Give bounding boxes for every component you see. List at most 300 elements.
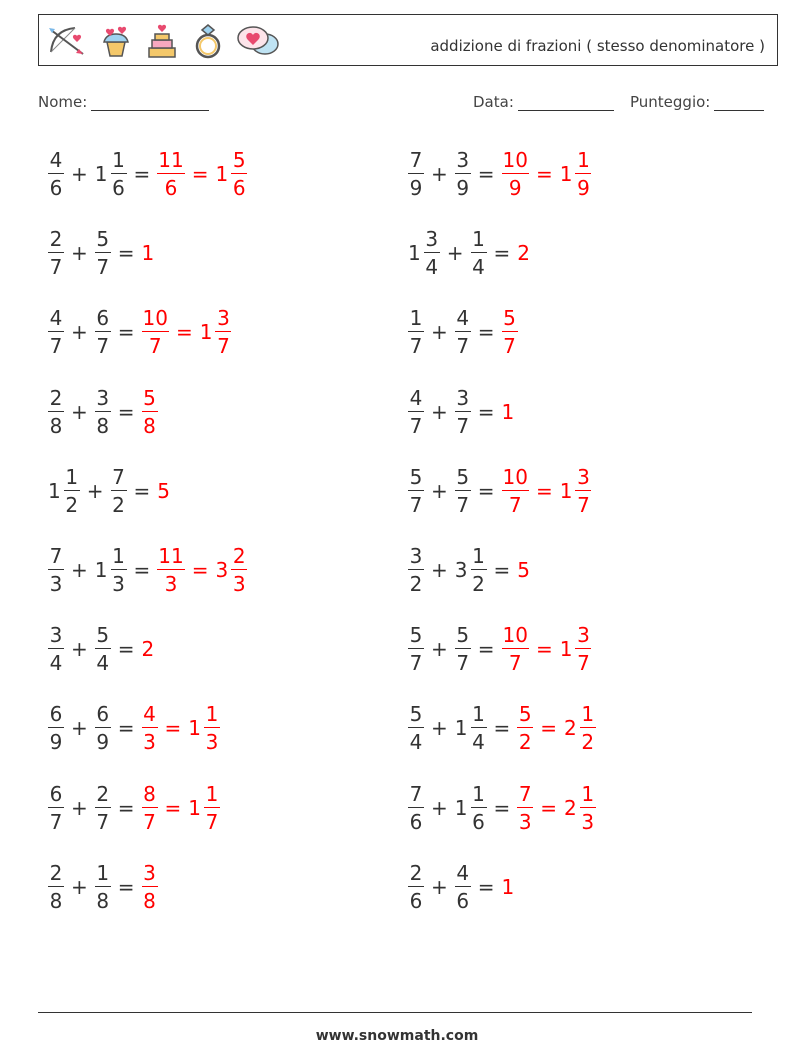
numerator: 10 xyxy=(502,623,528,648)
numerator: 5 xyxy=(96,227,110,252)
answer xyxy=(140,306,234,359)
denominator: 7 xyxy=(143,809,156,834)
fraction xyxy=(408,623,424,676)
fraction xyxy=(502,306,518,359)
plus-sign: + xyxy=(71,795,88,820)
equals-sign: = xyxy=(191,162,209,186)
numerator: 4 xyxy=(49,306,63,331)
equals-sign: = xyxy=(117,637,135,662)
answer xyxy=(500,875,516,899)
fraction xyxy=(408,306,424,359)
answer xyxy=(500,464,594,517)
equals-sign: = xyxy=(117,716,135,741)
denominator: 6 xyxy=(472,809,485,834)
fraction xyxy=(231,150,247,198)
numerator: 1 xyxy=(205,781,219,806)
denominator: 7 xyxy=(49,255,63,280)
fraction xyxy=(455,306,471,359)
answer xyxy=(500,306,520,359)
denominator: 7 xyxy=(456,413,470,438)
equals-sign: = xyxy=(117,241,135,266)
whole-number: 5 xyxy=(157,478,170,503)
numerator: 6 xyxy=(49,781,63,806)
answer xyxy=(140,385,160,438)
whole-number: 1 xyxy=(501,399,515,424)
numerator: 7 xyxy=(409,148,423,172)
fraction xyxy=(48,227,64,280)
answer xyxy=(500,400,516,424)
denominator: 3 xyxy=(518,809,532,834)
plus-sign: + xyxy=(431,874,448,899)
numerator: 6 xyxy=(96,702,110,727)
fraction xyxy=(215,306,231,359)
equals-sign: = xyxy=(493,558,511,582)
score-label: Punteggio: xyxy=(630,93,711,111)
numerator: 2 xyxy=(232,544,246,568)
numerator: 4 xyxy=(456,860,470,885)
equals-sign: = xyxy=(117,399,135,424)
numerator: 3 xyxy=(456,148,470,172)
equals-sign: = xyxy=(133,162,151,186)
numerator: 7 xyxy=(49,544,63,568)
numerator: 1 xyxy=(581,702,595,727)
fraction xyxy=(575,150,591,198)
equals-sign: = xyxy=(477,399,495,424)
whole-number: 2 xyxy=(564,795,577,820)
fraction xyxy=(95,227,111,280)
fraction xyxy=(575,464,591,517)
numerator: 5 xyxy=(409,623,423,648)
equals-sign: = xyxy=(117,795,135,820)
date-field xyxy=(473,93,614,111)
denominator: 8 xyxy=(49,888,63,913)
denominator: 4 xyxy=(49,651,63,676)
fraction xyxy=(517,781,533,834)
denominator: 2 xyxy=(65,492,79,517)
answer xyxy=(155,150,249,198)
equals-sign: = xyxy=(117,320,135,345)
equals-sign: = xyxy=(493,716,511,741)
denominator: 6 xyxy=(164,176,178,200)
numerator: 6 xyxy=(49,702,63,727)
answer xyxy=(140,702,223,755)
numerator: 2 xyxy=(96,781,110,806)
fraction xyxy=(424,227,440,280)
numerator: 5 xyxy=(232,148,246,172)
equals-sign: = xyxy=(175,320,193,345)
plus-sign: + xyxy=(71,558,88,582)
denominator: 7 xyxy=(456,492,470,517)
equals-sign: = xyxy=(477,874,495,899)
whole-number: 1 xyxy=(188,795,202,820)
denominator: 3 xyxy=(164,572,178,596)
numerator: 3 xyxy=(577,464,590,489)
name-blank[interactable] xyxy=(91,95,209,111)
denominator: 2 xyxy=(518,730,532,755)
answer xyxy=(155,546,249,594)
numerator: 3 xyxy=(143,860,156,885)
fraction xyxy=(502,623,529,676)
fraction xyxy=(142,860,158,913)
cupcake-icon xyxy=(97,22,135,60)
denominator: 8 xyxy=(143,413,156,438)
numerator: 2 xyxy=(49,385,63,410)
numerator: 1 xyxy=(96,860,110,885)
numerator: 5 xyxy=(518,702,532,727)
whole-number: 1 xyxy=(454,716,468,741)
fraction xyxy=(142,781,158,834)
name-field xyxy=(38,93,209,111)
numerator: 1 xyxy=(65,464,79,489)
denominator: 3 xyxy=(205,730,219,755)
plus-sign: + xyxy=(431,320,448,345)
denominator: 6 xyxy=(112,176,125,200)
date-blank[interactable] xyxy=(518,95,614,111)
denominator: 9 xyxy=(96,730,110,755)
plus-sign: + xyxy=(71,241,88,266)
fraction xyxy=(580,781,596,834)
denominator: 4 xyxy=(96,651,110,676)
whole-number: 1 xyxy=(141,241,155,266)
cake-icon xyxy=(143,22,181,60)
problem xyxy=(46,223,155,283)
denominator: 9 xyxy=(409,176,423,200)
denominator: 3 xyxy=(232,572,246,596)
problem xyxy=(406,540,531,600)
problem xyxy=(46,382,160,442)
fraction xyxy=(48,385,64,438)
ring-icon xyxy=(189,22,227,60)
fraction xyxy=(408,150,424,198)
whole-number: 1 xyxy=(199,320,213,345)
denominator: 2 xyxy=(472,572,485,596)
numerator: 4 xyxy=(49,148,63,172)
denominator: 3 xyxy=(581,809,595,834)
denominator: 7 xyxy=(508,651,522,676)
denominator: 7 xyxy=(217,334,230,359)
denominator: 2 xyxy=(112,492,125,517)
denominator: 3 xyxy=(143,730,156,755)
denominator: 7 xyxy=(96,809,110,834)
equals-sign: = xyxy=(164,716,182,741)
numerator: 5 xyxy=(456,623,470,648)
fraction xyxy=(455,150,471,198)
whole-number: 1 xyxy=(48,478,61,503)
fraction xyxy=(204,781,220,834)
equals-sign: = xyxy=(477,637,495,662)
score-blank[interactable] xyxy=(714,95,764,111)
denominator: 7 xyxy=(49,334,63,359)
equals-sign: = xyxy=(493,241,511,266)
fraction xyxy=(95,702,111,755)
fraction xyxy=(142,702,158,755)
whole-number: 1 xyxy=(454,795,468,820)
whole-number: 1 xyxy=(559,637,573,662)
numerator: 2 xyxy=(409,860,423,885)
fraction xyxy=(580,702,596,755)
fraction xyxy=(231,546,247,594)
problem xyxy=(46,461,171,521)
fraction xyxy=(142,385,158,438)
fraction xyxy=(48,623,64,676)
numerator: 5 xyxy=(143,385,156,410)
denominator: 7 xyxy=(456,334,470,359)
numerator: 4 xyxy=(143,702,156,727)
numerator: 3 xyxy=(577,623,590,648)
equals-sign: = xyxy=(477,478,495,503)
whole-number: 1 xyxy=(501,874,515,899)
numerator: 6 xyxy=(96,306,110,331)
header-icons xyxy=(45,21,281,61)
denominator: 7 xyxy=(508,492,522,517)
denominator: 6 xyxy=(409,888,423,913)
fraction xyxy=(471,227,487,280)
fraction xyxy=(95,306,111,359)
denominator: 7 xyxy=(96,334,110,359)
problem xyxy=(406,857,515,917)
problem xyxy=(46,144,249,204)
footer-divider xyxy=(38,1012,752,1013)
fraction xyxy=(408,781,424,834)
fraction xyxy=(408,860,424,913)
whole-number: 3 xyxy=(454,558,468,582)
equals-sign: = xyxy=(535,162,553,186)
numerator: 3 xyxy=(96,385,110,410)
numerator: 1 xyxy=(409,306,423,331)
fraction xyxy=(455,860,471,913)
denominator: 7 xyxy=(503,334,516,359)
plus-sign: + xyxy=(431,637,448,662)
numerator: 3 xyxy=(217,306,230,331)
equals-sign: = xyxy=(535,637,553,662)
fraction xyxy=(455,623,471,676)
fraction xyxy=(111,464,127,517)
fraction xyxy=(48,702,64,755)
name-label: Nome: xyxy=(38,93,88,111)
problem xyxy=(406,382,515,442)
fraction xyxy=(408,546,424,594)
numerator: 3 xyxy=(425,227,439,252)
equals-sign: = xyxy=(133,478,151,503)
whole-number: 1 xyxy=(559,478,573,503)
problem xyxy=(46,540,249,600)
denominator: 6 xyxy=(232,176,246,200)
denominator: 4 xyxy=(472,255,485,280)
answer xyxy=(500,623,594,676)
plus-sign: + xyxy=(86,478,104,503)
equals-sign: = xyxy=(133,558,151,582)
whole-number: 2 xyxy=(517,241,530,266)
numerator: 1 xyxy=(577,148,590,172)
fraction xyxy=(95,860,111,913)
denominator: 6 xyxy=(456,888,470,913)
answer xyxy=(500,150,594,198)
fraction xyxy=(471,702,487,755)
answer xyxy=(515,241,531,265)
plus-sign: + xyxy=(431,399,448,424)
fraction xyxy=(471,781,487,834)
numerator: 7 xyxy=(112,464,125,489)
numerator: 3 xyxy=(409,544,423,568)
problem xyxy=(406,619,593,679)
numerator: 10 xyxy=(142,306,168,331)
denominator: 9 xyxy=(456,176,470,200)
fraction xyxy=(48,546,64,594)
whole-number: 1 xyxy=(408,241,421,266)
fraction xyxy=(95,385,111,438)
numerator: 3 xyxy=(49,623,63,648)
problem xyxy=(406,778,598,838)
numerator: 1 xyxy=(472,544,485,568)
fraction xyxy=(575,623,591,676)
fraction xyxy=(408,385,424,438)
numerator: 7 xyxy=(518,781,532,806)
bow-arrow-icon xyxy=(45,22,89,60)
numerator: 11 xyxy=(158,544,184,568)
whole-number: 1 xyxy=(215,162,229,186)
footer-site: www.snowmath.com xyxy=(315,1028,479,1044)
problem xyxy=(46,698,222,758)
fraction xyxy=(95,623,111,676)
fraction xyxy=(502,150,529,198)
plus-sign: + xyxy=(431,558,448,582)
denominator: 9 xyxy=(577,176,590,200)
answer xyxy=(140,781,223,834)
denominator: 7 xyxy=(409,334,423,359)
numerator: 5 xyxy=(456,464,470,489)
plus-sign: + xyxy=(71,874,88,899)
fraction xyxy=(111,546,127,594)
numerator: 1 xyxy=(472,781,485,806)
numerator: 5 xyxy=(409,464,423,489)
answer xyxy=(515,781,598,834)
equals-sign: = xyxy=(164,795,182,820)
fraction xyxy=(204,702,220,755)
numerator: 7 xyxy=(409,781,423,806)
plus-sign: + xyxy=(71,320,88,345)
fraction xyxy=(471,546,487,594)
problem xyxy=(406,461,593,521)
whole-number: 1 xyxy=(94,558,108,582)
denominator: 8 xyxy=(96,413,110,438)
answer xyxy=(155,479,171,503)
problem xyxy=(406,302,520,362)
worksheet-title: addizione di frazioni ( stesso denominatore ) xyxy=(430,37,765,55)
numerator: 5 xyxy=(503,306,516,331)
denominator: 7 xyxy=(409,413,423,438)
answer xyxy=(515,702,598,755)
numerator: 10 xyxy=(502,148,528,172)
denominator: 7 xyxy=(409,651,423,676)
fraction xyxy=(502,464,529,517)
denominator: 7 xyxy=(577,492,590,517)
speech-heart-icon xyxy=(235,22,281,60)
plus-sign: + xyxy=(446,241,464,266)
fraction xyxy=(408,702,424,755)
worksheet-header xyxy=(38,14,778,66)
denominator: 7 xyxy=(577,651,590,676)
numerator: 10 xyxy=(502,464,528,489)
whole-number: 5 xyxy=(517,558,530,582)
fraction xyxy=(111,150,127,198)
equals-sign: = xyxy=(191,558,209,582)
equals-sign: = xyxy=(535,478,553,503)
plus-sign: + xyxy=(71,716,88,741)
denominator: 2 xyxy=(409,572,423,596)
denominator: 4 xyxy=(425,255,439,280)
numerator: 2 xyxy=(49,860,63,885)
plus-sign: + xyxy=(431,795,448,820)
equals-sign: = xyxy=(540,795,558,820)
fraction xyxy=(64,464,80,517)
fraction xyxy=(455,464,471,517)
plus-sign: + xyxy=(71,162,88,186)
problem xyxy=(406,223,531,283)
whole-number: 1 xyxy=(94,162,108,186)
numerator: 1 xyxy=(205,702,219,727)
denominator: 7 xyxy=(409,492,423,517)
denominator: 7 xyxy=(148,334,162,359)
numerator: 3 xyxy=(456,385,470,410)
answer xyxy=(140,241,156,265)
numerator: 1 xyxy=(112,544,125,568)
denominator: 4 xyxy=(409,730,423,755)
problem xyxy=(406,144,593,204)
equals-sign: = xyxy=(477,320,495,345)
answer xyxy=(140,860,160,913)
numerator: 4 xyxy=(409,385,423,410)
fraction xyxy=(95,781,111,834)
denominator: 4 xyxy=(472,730,485,755)
fraction xyxy=(455,385,471,438)
whole-number: 2 xyxy=(141,637,155,662)
fraction xyxy=(157,546,184,594)
date-label: Data: xyxy=(473,93,514,111)
denominator: 7 xyxy=(456,651,470,676)
problem xyxy=(46,857,160,917)
fraction xyxy=(142,306,169,359)
plus-sign: + xyxy=(431,716,448,741)
whole-number: 1 xyxy=(188,716,202,741)
answer xyxy=(140,637,156,661)
denominator: 8 xyxy=(49,413,63,438)
plus-sign: + xyxy=(431,162,448,186)
score-field xyxy=(630,93,764,111)
numerator: 8 xyxy=(143,781,156,806)
problem xyxy=(46,302,233,362)
answer xyxy=(515,558,531,582)
equals-sign: = xyxy=(117,874,135,899)
denominator: 3 xyxy=(49,572,63,596)
plus-sign: + xyxy=(71,637,88,662)
numerator: 1 xyxy=(472,227,485,252)
numerator: 1 xyxy=(581,781,595,806)
denominator: 3 xyxy=(112,572,125,596)
problem xyxy=(406,698,598,758)
denominator: 9 xyxy=(508,176,522,200)
fraction xyxy=(48,781,64,834)
fraction xyxy=(48,306,64,359)
denominator: 8 xyxy=(96,888,110,913)
denominator: 6 xyxy=(409,809,423,834)
denominator: 9 xyxy=(49,730,63,755)
whole-number: 3 xyxy=(215,558,229,582)
problem xyxy=(46,619,155,679)
fraction xyxy=(48,860,64,913)
equals-sign: = xyxy=(540,716,558,741)
numerator: 1 xyxy=(112,148,125,172)
numerator: 2 xyxy=(49,227,63,252)
